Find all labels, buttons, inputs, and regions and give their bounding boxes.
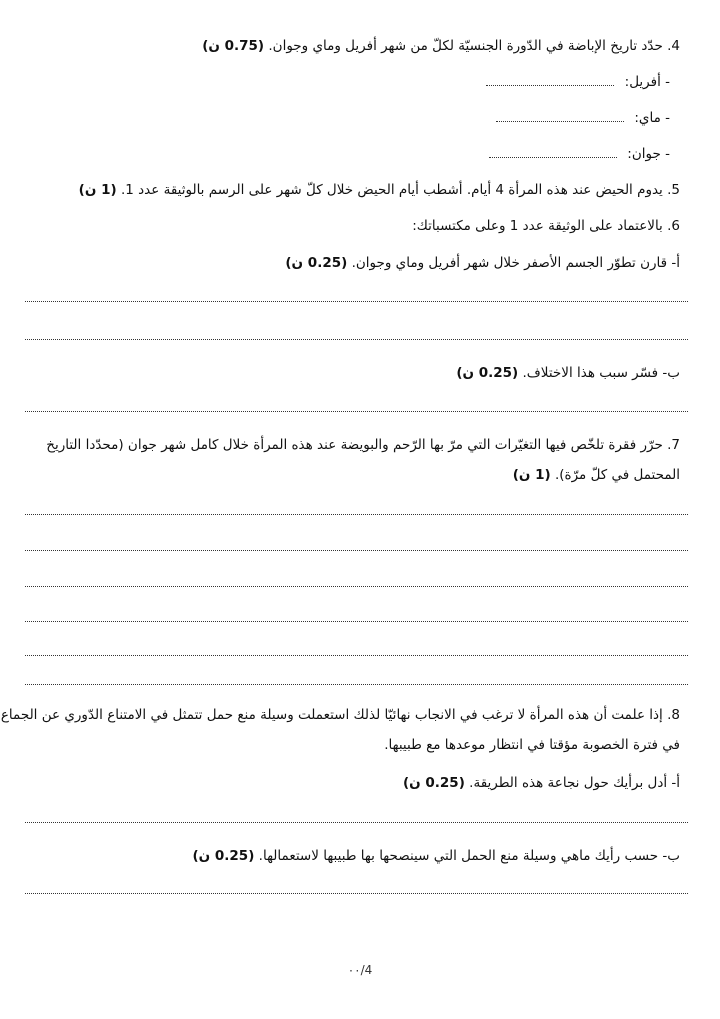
answer-blank-may[interactable] — [496, 109, 624, 122]
answer-line[interactable] — [25, 655, 688, 656]
question-4-item-april — [30, 72, 670, 92]
answer-line[interactable] — [25, 684, 688, 685]
answer-line[interactable] — [25, 301, 688, 302]
answer-line[interactable] — [25, 893, 688, 894]
answer-line[interactable] — [25, 586, 688, 587]
question-6b-points: (0.25 ن) — [456, 365, 519, 381]
question-4-item-june — [30, 144, 670, 164]
question-8-line-1: 8. إذا علمت أن هذه المرأة لا ترغب في الانجاب نهائيّا لذلك استعملت وسيلة منع حمل تتمثل في الامتناع الدّوري عن الجماع — [0, 707, 680, 723]
question-6b-text: ب- فسّر سبب هذا الاختلاف. — [522, 365, 680, 381]
question-8-line-2: في فترة الخصوبة مؤقتا في انتظار موعدها مع طبيبها. — [384, 737, 680, 753]
answer-line[interactable] — [25, 621, 688, 622]
question-7-text-2: المحتمل في كلّ مرّة). — [554, 467, 680, 483]
question-5-points: (1 ن) — [78, 182, 117, 198]
question-7-line-2 — [30, 465, 680, 485]
item-label-april: - أفريل: — [624, 74, 670, 90]
question-6a — [30, 253, 680, 273]
question-6b — [30, 363, 680, 383]
question-4-text: 4. حدّد تاريخ الإباضة في الدّورة الجنسيّة لكلّ من شهر أفريل وماي وجوان. — [268, 38, 680, 54]
question-4-item-may — [30, 108, 670, 128]
question-4 — [30, 36, 680, 56]
answer-blank-april[interactable] — [486, 73, 614, 86]
question-8b-points: (0.25 ن) — [192, 848, 255, 864]
answer-line[interactable] — [25, 339, 688, 340]
item-label-june: - جوان: — [627, 146, 670, 162]
question-5-text: 5. يدوم الحيض عند هذه المرأة 4 أيام. أشطب أيام الحيض خلال كلّ شهر على الرسم بالوثيقة عدد 1. — [120, 182, 680, 198]
question-8a — [30, 773, 680, 793]
question-6-intro: 6. بالاعتماد على الوثيقة عدد 1 وعلى مكتسباتك: — [412, 218, 680, 234]
item-label-may: - ماي: — [634, 110, 670, 126]
question-8a-text: أ- أدل برأيك حول نجاعة هذه الطريقة. — [469, 775, 680, 791]
page-number: 4/٠٠ — [347, 963, 373, 977]
question-7-points: (1 ن) — [512, 467, 551, 483]
question-7-line-1: 7. حرّر فقرة تلخّص فيها التغيّرات التي مرّ بها الرّحم والبويضة عند هذه المرأة خلال كامل شهر جوان (محدّدا التاريخ — [46, 437, 680, 453]
question-5 — [30, 180, 680, 200]
answer-line[interactable] — [25, 514, 688, 515]
question-6a-text: أ- قارن تطوّر الجسم الأصفر خلال شهر أفريل وماي وجوان. — [351, 255, 680, 271]
question-6a-points: (0.25 ن) — [285, 255, 348, 271]
question-8a-points: (0.25 ن) — [402, 775, 465, 791]
answer-line[interactable] — [25, 411, 688, 412]
answer-line[interactable] — [25, 822, 688, 823]
answer-blank-june[interactable] — [489, 145, 617, 158]
question-8b-text: ب- حسب رأيك ماهي وسيلة منع الحمل التي سينصحها بها طبيبها لاستعمالها. — [258, 848, 680, 864]
question-8b — [30, 846, 680, 866]
question-4-points: (0.75 ن) — [202, 38, 265, 54]
answer-line[interactable] — [25, 550, 688, 551]
